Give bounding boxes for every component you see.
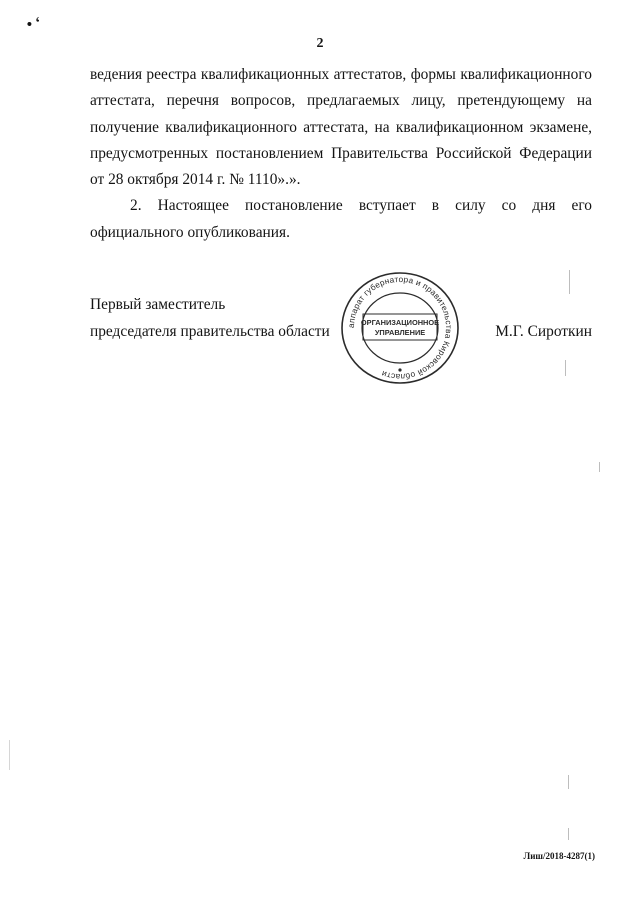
scan-artifact-line (565, 360, 566, 376)
official-stamp (330, 266, 470, 390)
paragraph-2-line: 2. Настоящее постановление вступает в силу со дня его (130, 197, 592, 215)
signatory-title-line-2: председателя правительства области (90, 323, 330, 340)
document-code: Лиш/2018-4287(1) (523, 851, 595, 861)
handwritten-corner-mark: • ‘ (25, 14, 43, 34)
scan-artifact-line (9, 740, 10, 770)
body-line: от 28 октября 2014 г. № 1110».». (90, 171, 301, 189)
scan-artifact-line (568, 775, 569, 789)
body-line: аттестата, перечня вопросов, предлагаемых лицу, претендующему на (90, 92, 592, 110)
signatory-name: М.Г. Сироткин (495, 323, 592, 340)
body-line: ведения реестра квалификационных аттестатов, формы квалификационного (90, 66, 592, 83)
body-line: получение квалификационного аттестата, на квалификационном экзамене, (90, 118, 592, 136)
scan-artifact-line (569, 270, 570, 294)
document-body (90, 62, 592, 246)
stamp-ring-text: аппарат губернатора и правительства Кировской области (345, 273, 455, 383)
stamp-seal-icon (330, 266, 470, 390)
stamp-star-icon (398, 368, 401, 371)
page-number: 2 (316, 36, 324, 51)
paragraph-2-line: официального опубликования. (90, 223, 290, 241)
scan-artifact-line (599, 462, 600, 472)
stamp-center-line-2: УПРАВЛЕНИЕ (374, 328, 426, 337)
body-line: предусмотренных постановлением Правительства Российской Федерации (90, 144, 592, 162)
signatory-title-line-1: Первый заместитель (90, 296, 226, 313)
stamp-center-line-1: ОРГАНИЗАЦИОННОЕ (360, 318, 440, 327)
scan-artifact-line (568, 828, 569, 840)
